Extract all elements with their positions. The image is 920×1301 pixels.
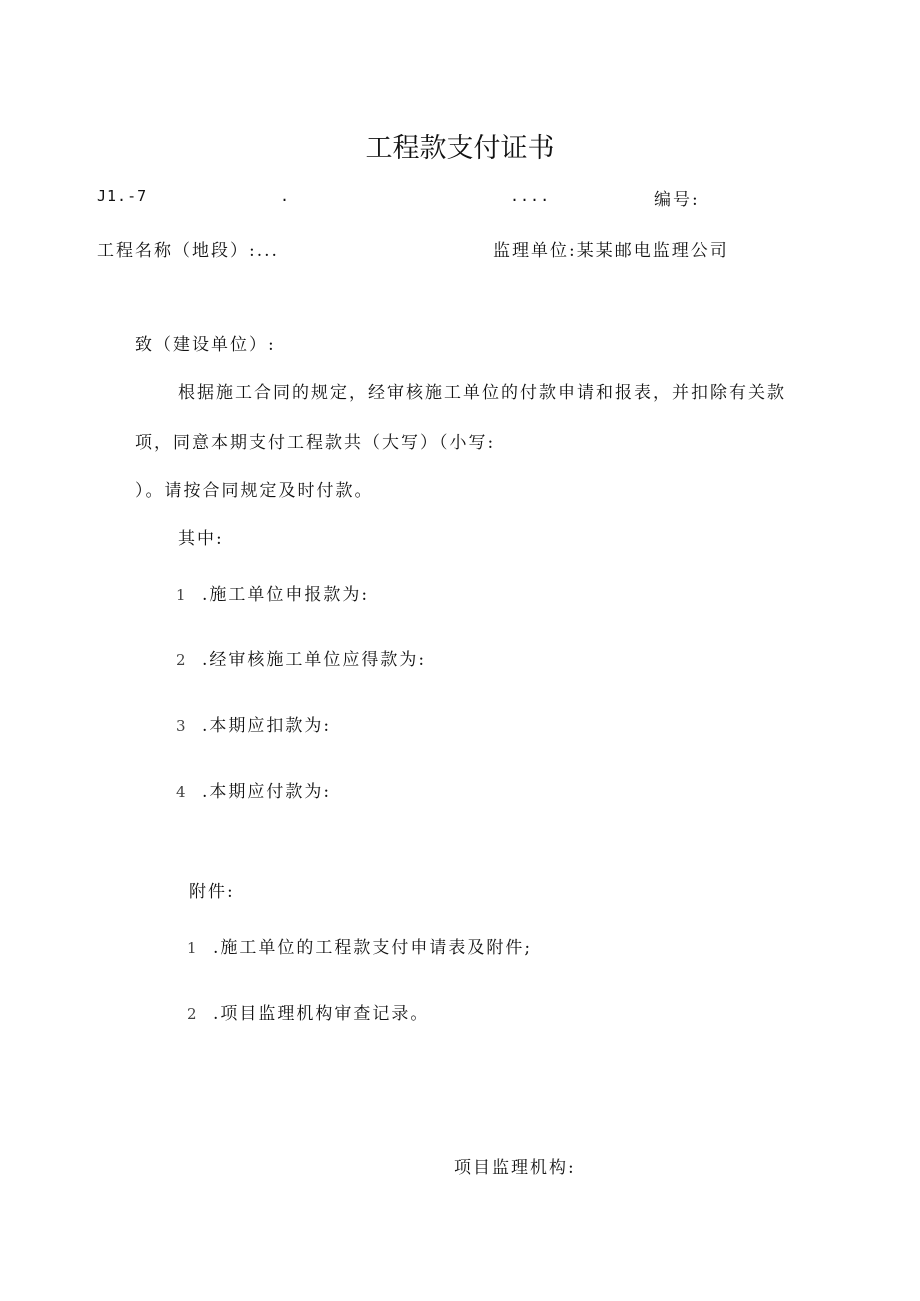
list-item-number: 2 (176, 651, 186, 669)
paragraph-line-3: ）。请按合同规定及时付款。 (135, 481, 374, 501)
paragraph-line-1: 根据施工合同的规定，经审核施工单位的付款申请和报表，并扣除有关款 (178, 383, 786, 403)
attachment-item (187, 999, 429, 1024)
supervisor-value: 某某邮电监理公司 (576, 241, 729, 261)
project-name-label: 工程名称（地段）:... (97, 241, 279, 261)
list-item-number: 1 (176, 586, 186, 604)
document-title: 工程款支付证书 (365, 133, 555, 164)
attachment-item (187, 933, 532, 958)
header-dot: . (280, 187, 291, 205)
paragraph-line-2: 项，同意本期支付工程款共（大写）（小写: (135, 433, 496, 453)
attachments-label: 附件: (189, 882, 235, 902)
attachment-item-text: .施工单位的工程款支付申请表及附件; (213, 938, 533, 958)
attachment-item-number: 1 (187, 939, 197, 957)
list-item (176, 645, 426, 670)
list-item-text: .施工单位申报款为: (202, 585, 370, 605)
list-item-text: .本期应付款为: (202, 782, 332, 802)
attachment-item-number: 2 (187, 1005, 197, 1023)
attachment-item-text: .项目监理机构审查记录。 (213, 1004, 430, 1024)
among-label: 其中: (178, 529, 224, 549)
supervisor-label: 监理单位: (493, 241, 577, 261)
header-dots: .... (510, 187, 551, 205)
signature-label: 项目监理机构: (454, 1158, 576, 1178)
list-item-text: .本期应扣款为: (202, 716, 332, 736)
form-code: J1.-7 (97, 187, 148, 205)
addressee-line: 致（建设单位）: (135, 335, 276, 355)
list-item (176, 777, 331, 802)
supervisor-field (493, 236, 729, 261)
list-item-number: 4 (176, 783, 186, 801)
list-item (176, 580, 369, 605)
number-label: 编号: (654, 190, 700, 210)
list-item-number: 3 (176, 717, 186, 735)
list-item-text: .经审核施工单位应得款为: (202, 650, 427, 670)
list-item (176, 711, 331, 736)
